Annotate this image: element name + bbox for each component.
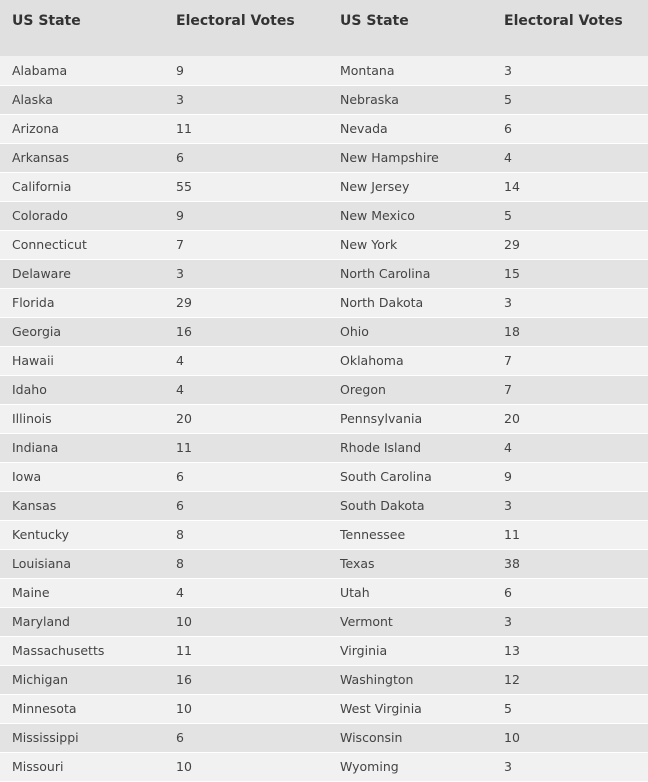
votes-cell: 10 <box>164 752 328 781</box>
votes-cell: 5 <box>492 85 648 114</box>
votes-cell: 3 <box>492 288 648 317</box>
state-cell: Idaho <box>0 375 164 404</box>
state-cell: Maryland <box>0 607 164 636</box>
state-cell: Montana <box>328 56 492 85</box>
state-cell: Delaware <box>0 259 164 288</box>
votes-cell: 29 <box>164 288 328 317</box>
votes-cell: 9 <box>492 462 648 491</box>
table-row <box>0 375 648 404</box>
votes-cell: 7 <box>164 230 328 259</box>
votes-cell: 3 <box>164 259 328 288</box>
votes-cell: 4 <box>492 433 648 462</box>
state-cell: Florida <box>0 288 164 317</box>
table-row <box>0 694 648 723</box>
state-cell: Nebraska <box>328 85 492 114</box>
votes-cell: 12 <box>492 665 648 694</box>
table-header <box>0 0 648 56</box>
votes-cell: 11 <box>164 433 328 462</box>
table-row <box>0 201 648 230</box>
state-cell: Tennessee <box>328 520 492 549</box>
votes-cell: 3 <box>492 607 648 636</box>
state-cell: Connecticut <box>0 230 164 259</box>
state-cell: Minnesota <box>0 694 164 723</box>
state-cell: Virginia <box>328 636 492 665</box>
state-cell: Utah <box>328 578 492 607</box>
votes-cell: 38 <box>492 549 648 578</box>
state-cell: Indiana <box>0 433 164 462</box>
state-cell: Vermont <box>328 607 492 636</box>
votes-cell: 10 <box>492 723 648 752</box>
votes-cell: 4 <box>164 346 328 375</box>
table-row <box>0 404 648 433</box>
header-state-2: US State <box>340 13 409 29</box>
table-row <box>0 346 648 375</box>
header-votes-1: Electoral Votes <box>176 13 295 29</box>
table-body <box>0 56 648 781</box>
table-row <box>0 288 648 317</box>
table-row <box>0 172 648 201</box>
state-cell: Pennsylvania <box>328 404 492 433</box>
votes-cell: 20 <box>164 404 328 433</box>
table-row <box>0 143 648 172</box>
votes-cell: 15 <box>492 259 648 288</box>
votes-cell: 4 <box>164 375 328 404</box>
votes-cell: 14 <box>492 172 648 201</box>
state-cell: Wyoming <box>328 752 492 781</box>
votes-cell: 6 <box>492 114 648 143</box>
votes-cell: 4 <box>492 143 648 172</box>
state-cell: New Hampshire <box>328 143 492 172</box>
table-row <box>0 114 648 143</box>
header-state-1: US State <box>12 13 81 29</box>
votes-cell: 16 <box>164 317 328 346</box>
header-votes-2: Electoral Votes <box>504 13 623 29</box>
votes-cell: 29 <box>492 230 648 259</box>
state-cell: New Jersey <box>328 172 492 201</box>
votes-cell: 3 <box>164 85 328 114</box>
state-cell: North Carolina <box>328 259 492 288</box>
state-cell: New York <box>328 230 492 259</box>
state-cell: Ohio <box>328 317 492 346</box>
votes-cell: 3 <box>492 56 648 85</box>
state-cell: Oklahoma <box>328 346 492 375</box>
state-cell: North Dakota <box>328 288 492 317</box>
votes-cell: 5 <box>492 694 648 723</box>
state-cell: Arkansas <box>0 143 164 172</box>
state-cell: Illinois <box>0 404 164 433</box>
table-row <box>0 433 648 462</box>
state-cell: Michigan <box>0 665 164 694</box>
state-cell: Texas <box>328 549 492 578</box>
table-row <box>0 230 648 259</box>
votes-cell: 6 <box>164 143 328 172</box>
state-cell: Washington <box>328 665 492 694</box>
table-row <box>0 462 648 491</box>
votes-cell: 11 <box>164 114 328 143</box>
votes-cell: 5 <box>492 201 648 230</box>
table-row <box>0 317 648 346</box>
table-row <box>0 752 648 781</box>
state-cell: Massachusetts <box>0 636 164 665</box>
votes-cell: 3 <box>492 752 648 781</box>
state-cell: Kansas <box>0 491 164 520</box>
votes-cell: 6 <box>164 462 328 491</box>
votes-cell: 10 <box>164 607 328 636</box>
votes-cell: 7 <box>492 375 648 404</box>
votes-cell: 13 <box>492 636 648 665</box>
state-cell: South Carolina <box>328 462 492 491</box>
votes-cell: 55 <box>164 172 328 201</box>
votes-cell: 6 <box>164 491 328 520</box>
votes-cell: 7 <box>492 346 648 375</box>
state-cell: West Virginia <box>328 694 492 723</box>
state-cell: Hawaii <box>0 346 164 375</box>
state-cell: Iowa <box>0 462 164 491</box>
state-cell: Oregon <box>328 375 492 404</box>
state-cell: Louisiana <box>0 549 164 578</box>
votes-cell: 11 <box>164 636 328 665</box>
table-row <box>0 723 648 752</box>
votes-cell: 6 <box>492 578 648 607</box>
state-cell: Alaska <box>0 85 164 114</box>
table-row <box>0 491 648 520</box>
state-cell: Wisconsin <box>328 723 492 752</box>
votes-cell: 11 <box>492 520 648 549</box>
state-cell: Maine <box>0 578 164 607</box>
header-row <box>0 0 648 56</box>
votes-cell: 9 <box>164 56 328 85</box>
table-row <box>0 85 648 114</box>
table-row <box>0 578 648 607</box>
state-cell: South Dakota <box>328 491 492 520</box>
votes-cell: 16 <box>164 665 328 694</box>
table-row <box>0 259 648 288</box>
state-cell: Missouri <box>0 752 164 781</box>
votes-cell: 10 <box>164 694 328 723</box>
state-cell: Georgia <box>0 317 164 346</box>
state-cell: New Mexico <box>328 201 492 230</box>
table-row <box>0 665 648 694</box>
votes-cell: 20 <box>492 404 648 433</box>
state-cell: California <box>0 172 164 201</box>
votes-cell: 3 <box>492 491 648 520</box>
state-cell: Colorado <box>0 201 164 230</box>
state-cell: Alabama <box>0 56 164 85</box>
votes-cell: 18 <box>492 317 648 346</box>
votes-cell: 6 <box>164 723 328 752</box>
votes-cell: 4 <box>164 578 328 607</box>
state-cell: Kentucky <box>0 520 164 549</box>
votes-cell: 8 <box>164 520 328 549</box>
votes-cell: 8 <box>164 549 328 578</box>
votes-cell: 9 <box>164 201 328 230</box>
table-row <box>0 636 648 665</box>
table-row <box>0 520 648 549</box>
state-cell: Mississippi <box>0 723 164 752</box>
table-row <box>0 56 648 85</box>
state-cell: Arizona <box>0 114 164 143</box>
table-row <box>0 607 648 636</box>
state-cell: Rhode Island <box>328 433 492 462</box>
state-cell: Nevada <box>328 114 492 143</box>
table-row <box>0 549 648 578</box>
